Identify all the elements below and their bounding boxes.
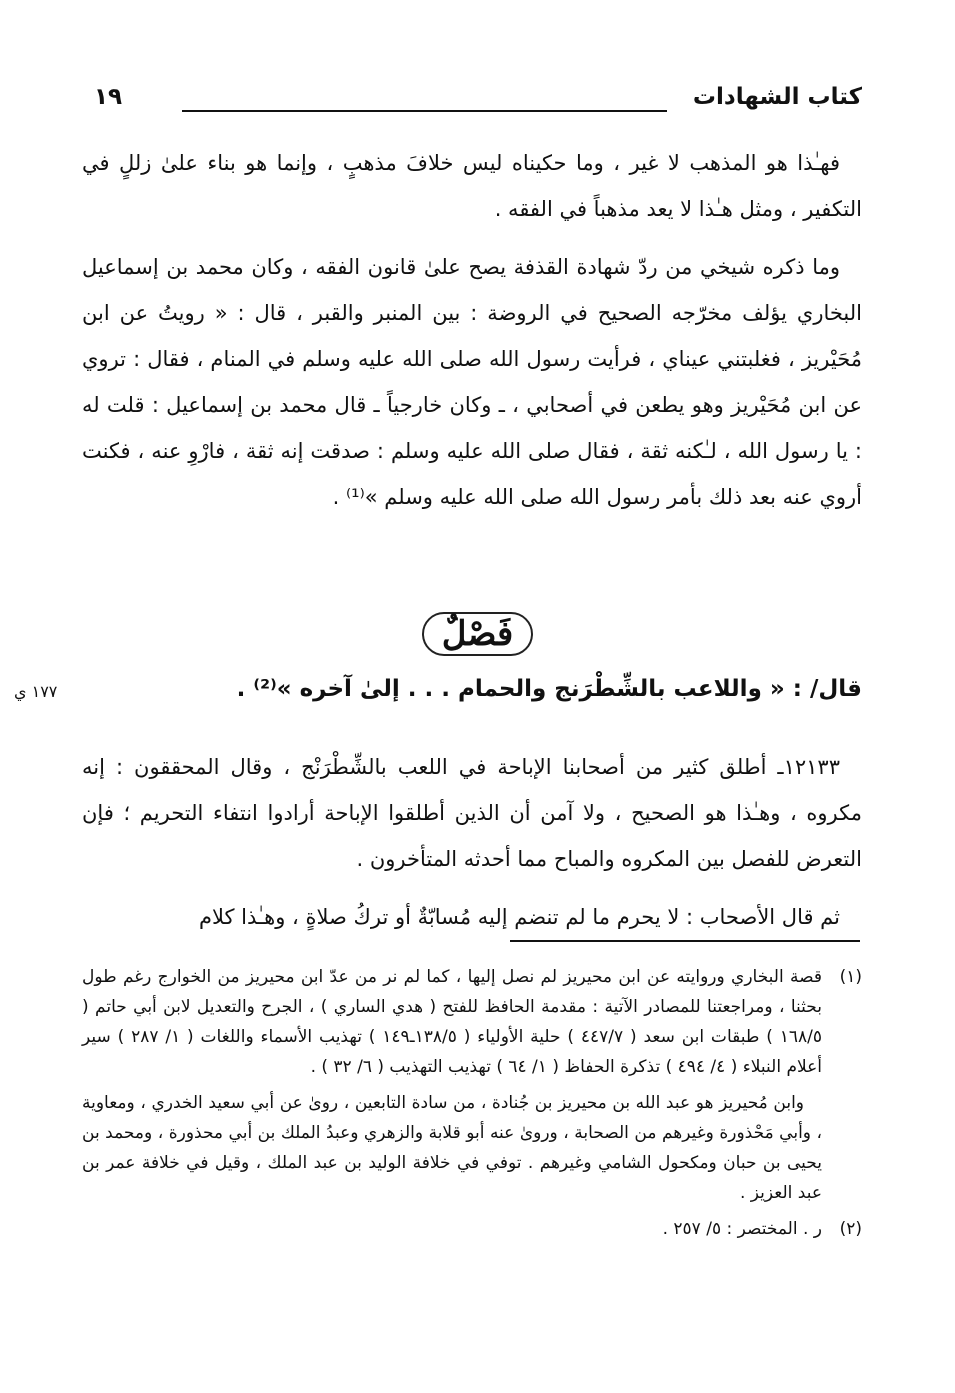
page-header [82, 84, 862, 124]
footnote-1-continuation: وابن مُحيريز هو عبد الله بن محيريز بن جُنادة ، من سادة التابعين ، روىٰ عن أبي سعيد الخدري ، ومعاوية ، وأبي مَحْذورة وغيرهم من الصحابة ، وروىٰ عنه أبو قلابة والزهري وعبدُ الملك بن أبي محذورة ، ومحمد بن يحيى بن حبان ومكحول الشامي وغيرهم . توفي في خلافة الوليد بن عبد الملك ، وقيل في خلافة عمر بن عبد العزيز . [82, 1093, 822, 1203]
book-title: كتاب الشهادات [692, 84, 862, 110]
section-quote: قال/ : « واللاعب بالشِّطْرَنج والحمام . . . إلىٰ آخره »⁽²⁾ . [236, 676, 862, 702]
main-text-2 [82, 744, 862, 952]
footnote-2 [82, 1214, 862, 1244]
section-ornament [0, 612, 955, 656]
header-rule [182, 110, 667, 112]
footnote-2-text: ر . المختصر : ٥/ ٢٥٧ . [662, 1219, 822, 1239]
footnote-2-number: (٢) [839, 1219, 862, 1239]
paragraph-2: وما ذكره شيخي من ردّ شهادة القذفة يصح علىٰ قانون الفقه ، وكان محمد بن إسماعيل البخاري يؤلف مخرّجه الصحيح في الروضة : بين المنبر والقبر ، قال : « رويتُ عن ابن مُحَيْريز ، فغلبتني عيناي ، فرأيت رسول الله صلى الله عليه وسلم في المنام ، فقال : تروي عن ابن مُحَيْريز وهو يطعن في أصحابي ، ـ وكان خارجياً ـ قال محمد بن إسماعيل : قلت له : يا رسول الله ، لـٰكنه ثقة ، فقال صلى الله عليه وسلم : صدقت إنه ثقة ، فارْوِ عنه ، فكنت أروي عنه بعد ذلك بأمر رسول الله صلى الله عليه وسلم »⁽¹⁾ . [82, 255, 862, 509]
page-number: ١٩ [94, 84, 123, 110]
margin-note: ١٧٧ ي [14, 682, 58, 701]
paragraph-4: ثم قال الأصحاب : لا يحرم ما لم تنضم إليه مُسابّةٌ أو تركُ صلاةٍ ، وهـٰذا كلام [198, 905, 840, 929]
paragraph-1: فهـٰذا هو المذهب لا غير ، وما حكيناه ليس خلافَ مذهبٍ ، وإنما هو بناء علىٰ زللٍ في التكفير ، ومثل هـٰذا لا يعد مذهباً في الفقه . [82, 151, 862, 221]
main-text [82, 140, 862, 532]
footnote-rule [510, 940, 860, 942]
footnote-1 [82, 962, 862, 1082]
footnotes [82, 962, 862, 1250]
footnote-1-number: (١) [839, 967, 862, 987]
footnote-1-text: قصة البخاري وروايته عن ابن محيريز لم نصل إليها ، كما لم نر من عدّ ابن محيريز من الخوارج رغم طول بحثنا ، ومراجعتنا للمصادر الآتية : مقدمة الحافظ للفتح ( هدي الساري ) ، الجرح والتعديل لابن أبي حاتم ( ١٦٨/٥ ) طبقات ابن سعد ( ٤٤٧/٧ ) حلية الأولياء ( ١٣٨/٥ـ١٤٩ ) تهذيب الأسماء واللغات ( ١/ ٢٨٧ ) سير أعلام النبلاء ( ٤/ ٤٩٤ ) تذكرة الحفاظ ( ١/ ٦٤ ) تهذيب التهذيب ( ٦/ ٣٢ ) . [82, 967, 822, 1077]
paragraph-3: ١٢١٣٣ـ أطلق كثير من أصحابنا الإباحة في اللعب بالشِّطْرَنْج ، وقال المحققون : إنه مكروه ، وهـٰذا هو الصحيح ، ولا آمن أن الذين أطلقوا الإباحة أرادوا انتفاء التحريم ؛ فإن التعرض للفصل بين المكروه والمباح مما أحدثه المتأخرون . [82, 755, 862, 871]
section-ornament-label: فَصْلٌ [422, 612, 534, 656]
